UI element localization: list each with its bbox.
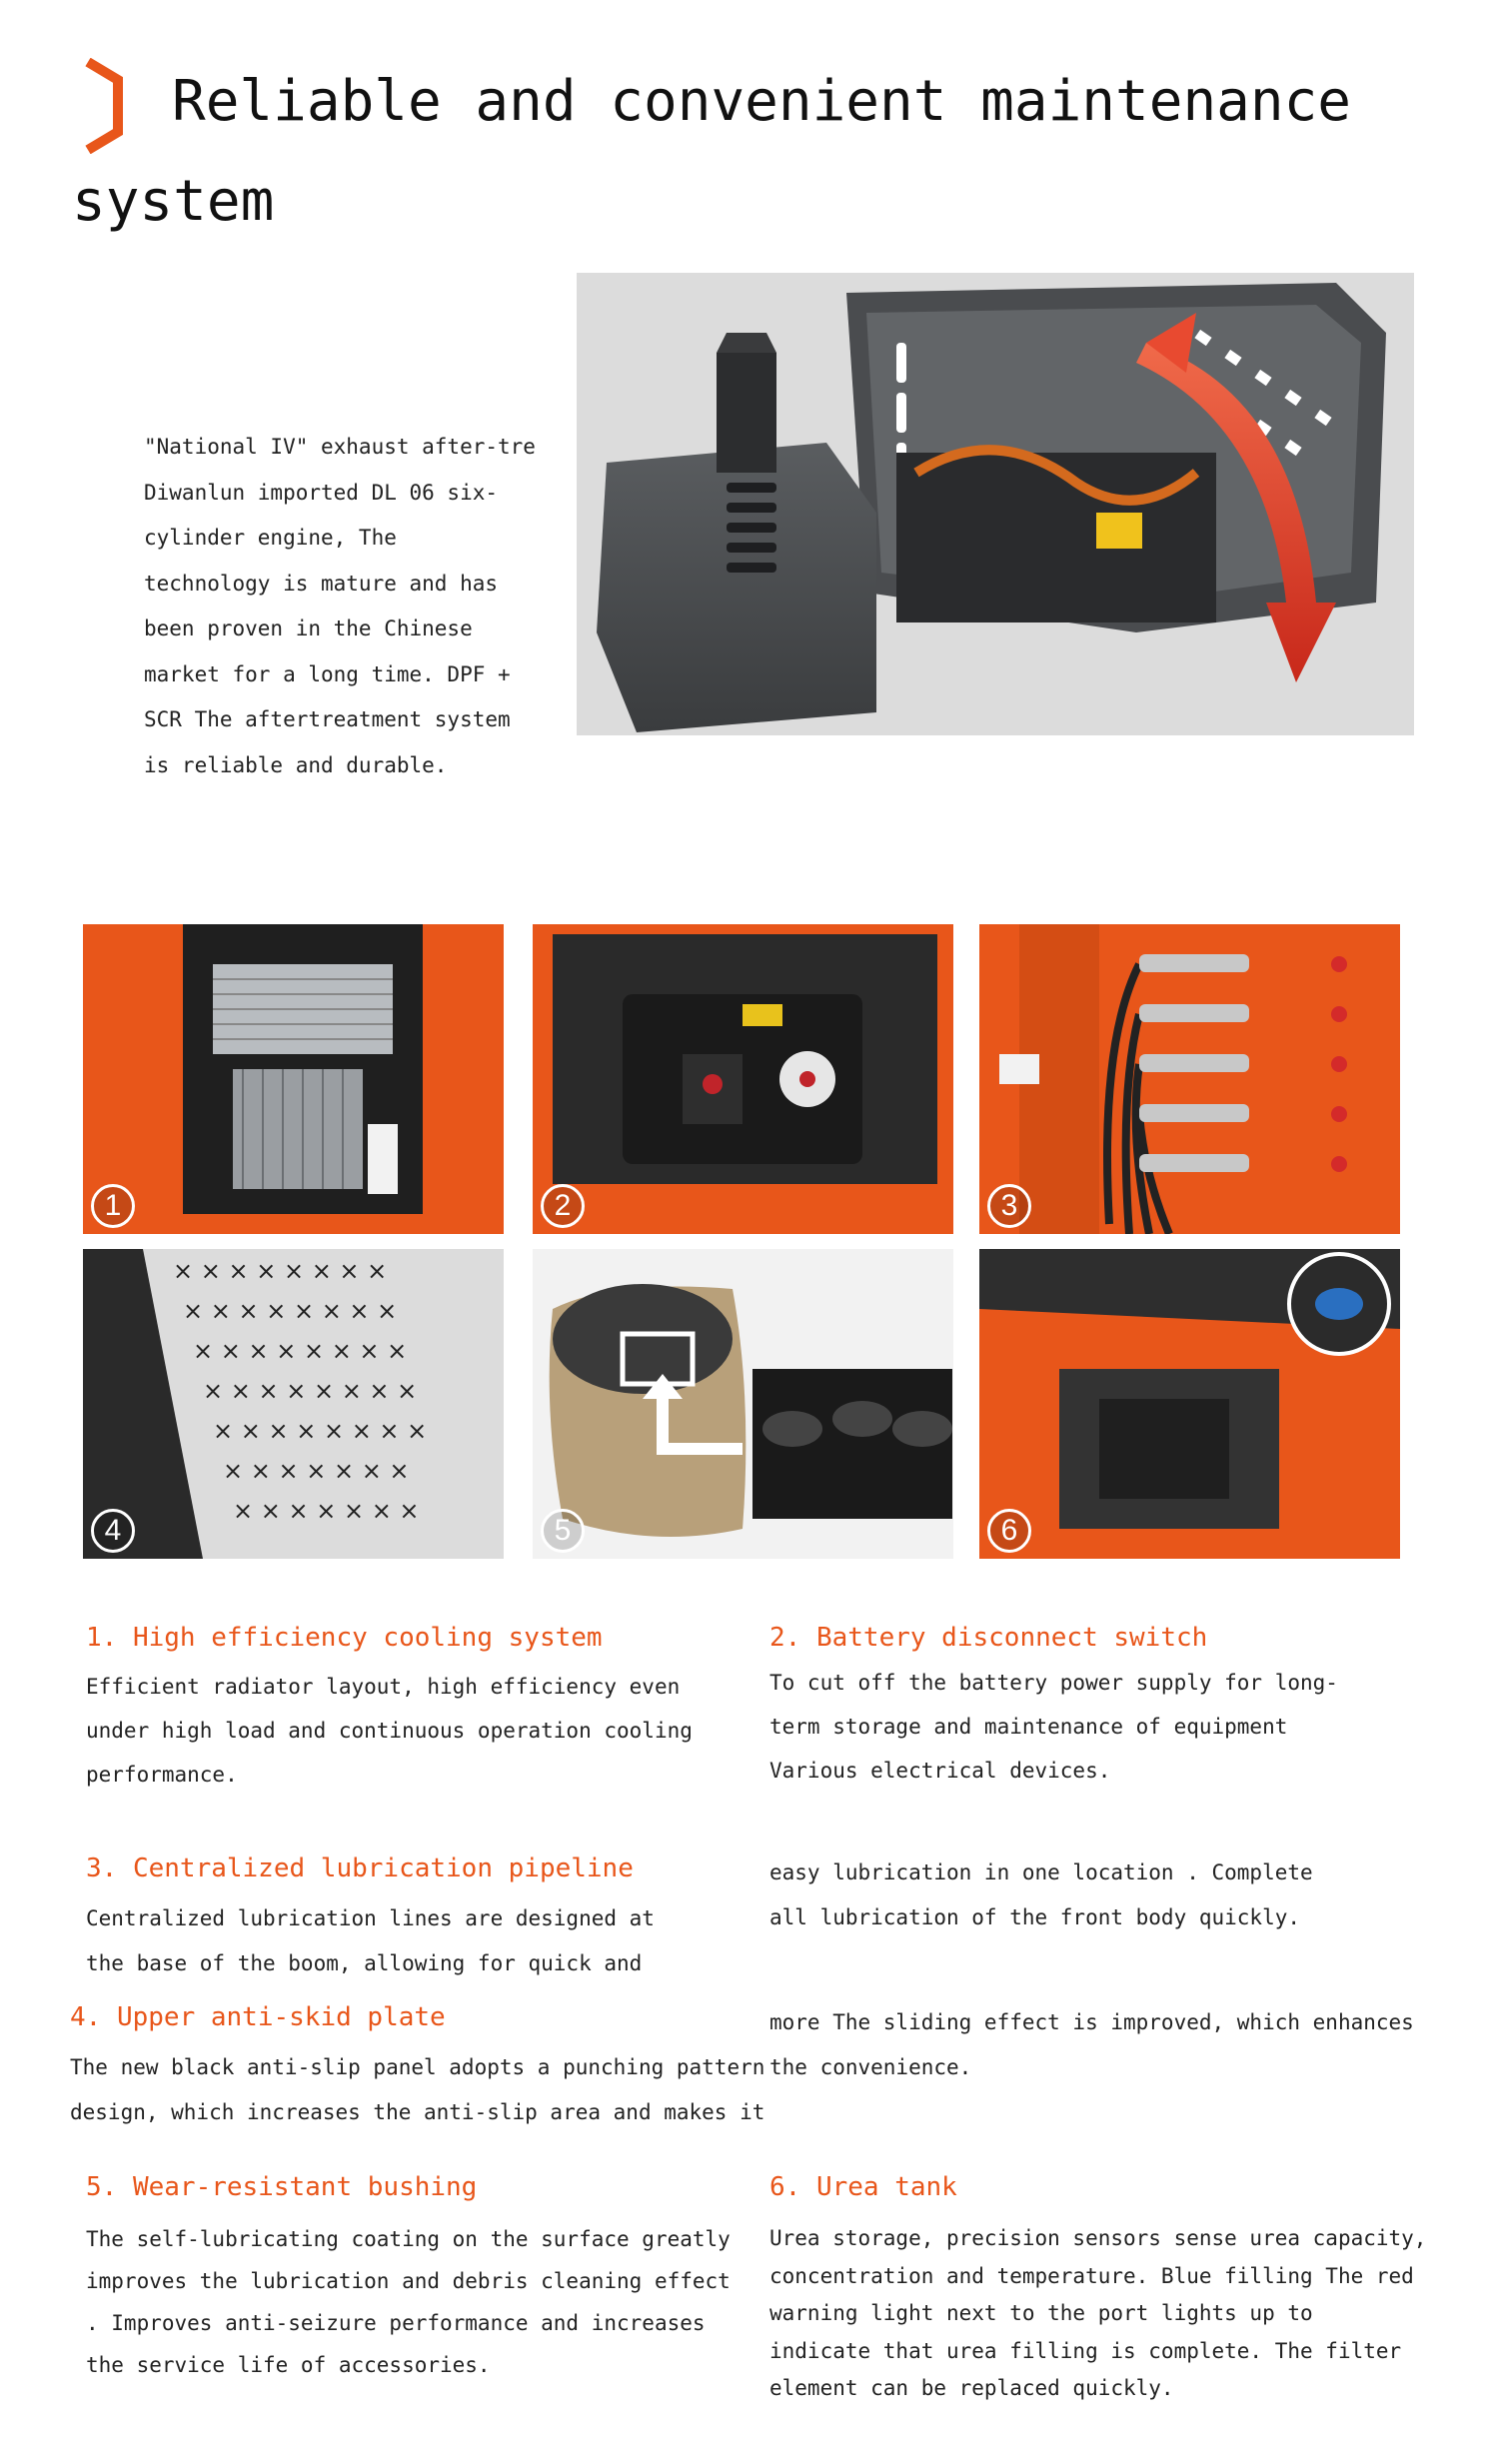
tile-bushing <box>533 1249 953 1559</box>
feature-4-line: the convenience. <box>769 2055 972 2079</box>
feature-3-line: Centralized lubrication lines are designed at <box>86 1906 655 1930</box>
feature-3-description-continued <box>769 1850 1313 1940</box>
feature-2-line: To cut off the battery power supply for long- <box>769 1671 1338 1695</box>
feature-4-line: design, which increases the anti-slip area and makes it <box>70 2100 765 2124</box>
feature-6-line: element can be replaced quickly. <box>769 2376 1174 2400</box>
tile-number-badge: 3 <box>987 1184 1031 1228</box>
urea-tank-photo <box>979 1249 1400 1559</box>
feature-4-line: The new black anti-slip panel adopts a punching pattern <box>70 2055 765 2079</box>
feature-1-line: performance. <box>86 1763 238 1787</box>
intro-line: cylinder engine, The <box>144 526 397 550</box>
svg-text:× × × × × × × ×: × × × × × × × × <box>173 1257 388 1285</box>
tile-number-badge: 5 <box>541 1509 585 1553</box>
battery-switch-photo <box>533 924 953 1234</box>
svg-text:× × × × × × × ×: × × × × × × × × <box>193 1337 408 1365</box>
svg-text:× × × × × × ×: × × × × × × × <box>233 1497 420 1525</box>
radiator-photo <box>83 924 504 1234</box>
bushing-photo <box>533 1249 953 1559</box>
feature-4-title: 4. Upper anti-skid plate <box>70 2002 446 2032</box>
tile-urea-tank <box>979 1249 1400 1559</box>
feature-3-line: easy lubrication in one location . Complete <box>769 1860 1313 1884</box>
feature-1-description <box>86 1665 693 1797</box>
tile-cooling-system <box>83 924 504 1234</box>
feature-6-line: indicate that urea filling is complete. The filter <box>769 2338 1402 2363</box>
tile-number-badge: 4 <box>91 1509 135 1553</box>
intro-line: Diwanlun imported DL 06 six- <box>144 480 499 505</box>
intro-line: market for a long time. DPF + <box>144 661 511 686</box>
intro-paragraph <box>144 425 584 788</box>
tile-lubrication <box>979 924 1400 1234</box>
feature-2-description <box>769 1661 1338 1793</box>
page-title-continued: system <box>72 169 275 234</box>
anti-skid-plate-photo <box>83 1249 504 1559</box>
svg-text:× × × × × × × ×: × × × × × × × × <box>213 1417 428 1445</box>
feature-4-description-continued <box>769 2000 1414 2090</box>
tile-anti-skid-plate <box>83 1249 504 1559</box>
intro-line: is reliable and durable. <box>144 752 448 777</box>
svg-text:× × × × × × × ×: × × × × × × × × <box>183 1297 398 1325</box>
intro-line: technology is mature and has <box>144 571 499 596</box>
feature-6-line: concentration and temperature. Blue filling The red <box>769 2263 1414 2288</box>
page-title: Reliable and convenient maintenance <box>172 69 1352 134</box>
tile-number-badge: 2 <box>541 1184 585 1228</box>
feature-5-line: The self-lubricating coating on the surface greatly <box>86 2227 731 2251</box>
feature-1-line: under high load and continuous operation cooling <box>86 1719 693 1743</box>
feature-5-line: improves the lubrication and debris cleaning effect <box>86 2269 731 2293</box>
feature-3-line: all lubrication of the front body quickly. <box>769 1905 1301 1929</box>
feature-6-description <box>769 2220 1426 2408</box>
feature-5-description <box>86 2218 731 2386</box>
feature-2-line: term storage and maintenance of equipment <box>769 1715 1288 1739</box>
feature-6-line: Urea storage, precision sensors sense urea capacity, <box>769 2226 1427 2250</box>
feature-3-title: 3. Centralized lubrication pipeline <box>86 1853 634 1883</box>
feature-6-title: 6. Urea tank <box>769 2172 957 2202</box>
feature-3-line: the base of the boom, allowing for quick and <box>86 1951 643 1975</box>
feature-4-line: more The sliding effect is improved, which enhances <box>769 2010 1414 2034</box>
feature-1-line: Efficient radiator layout, high efficiency even <box>86 1675 681 1699</box>
feature-2-title: 2. Battery disconnect switch <box>769 1623 1208 1653</box>
engine-illustration <box>577 273 1414 735</box>
svg-text:× × × × × × ×: × × × × × × × <box>223 1457 410 1485</box>
feature-2-line: Various electrical devices. <box>769 1759 1111 1783</box>
intro-line: "National IV" exhaust after-tre <box>144 435 536 459</box>
feature-5-line: . Improves anti-seizure performance and increases <box>86 2311 706 2335</box>
feature-4-description <box>70 2045 764 2135</box>
feature-6-line: warning light next to the port lights up to <box>769 2301 1313 2325</box>
tile-number-badge: 1 <box>91 1184 135 1228</box>
svg-text:× × × × × × × ×: × × × × × × × × <box>203 1377 418 1405</box>
feature-3-description <box>86 1896 655 1986</box>
bracket-logo-icon <box>82 58 134 154</box>
tile-battery-switch <box>533 924 953 1234</box>
feature-5-line: the service life of accessories. <box>86 2353 491 2377</box>
feature-1-title: 1. High efficiency cooling system <box>86 1623 603 1653</box>
intro-line: SCR The aftertreatment system <box>144 707 511 731</box>
lubrication-pipeline-photo <box>979 924 1400 1234</box>
feature-5-title: 5. Wear-resistant bushing <box>86 2172 478 2202</box>
engine-hood-photo <box>577 273 1414 735</box>
tile-number-badge: 6 <box>987 1509 1031 1553</box>
intro-line: been proven in the Chinese <box>144 616 473 640</box>
